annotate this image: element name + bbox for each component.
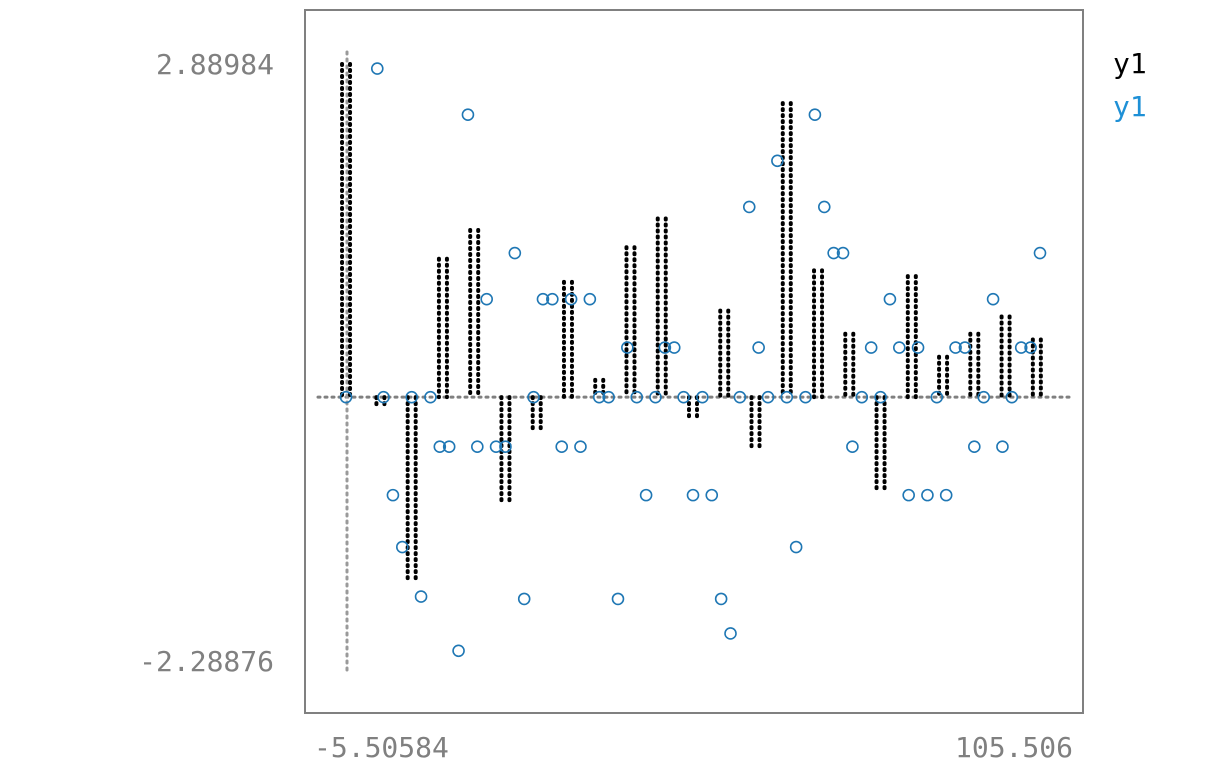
- y-tick-label: 2.88984: [155, 48, 274, 81]
- point: [809, 109, 820, 120]
- point: [791, 542, 802, 553]
- point: [372, 63, 383, 74]
- bar: [408, 397, 416, 581]
- point: [556, 441, 567, 452]
- bar: [752, 397, 760, 449]
- bar: [658, 218, 666, 397]
- point: [744, 201, 755, 212]
- point: [1035, 248, 1046, 259]
- bar: [1002, 316, 1010, 397]
- point: [481, 294, 492, 305]
- point: [866, 342, 877, 353]
- point: [753, 342, 764, 353]
- point: [453, 645, 464, 656]
- point: [847, 441, 858, 452]
- bar: [970, 334, 978, 397]
- bar: [595, 380, 603, 397]
- point: [819, 201, 830, 212]
- point: [725, 628, 736, 639]
- series-y1-black: [342, 64, 1041, 582]
- x-tick-label: -5.50584: [314, 731, 449, 764]
- point: [894, 342, 905, 353]
- bar: [908, 276, 916, 397]
- point: [772, 155, 783, 166]
- point: [462, 109, 473, 120]
- point: [472, 441, 483, 452]
- point: [884, 294, 895, 305]
- point: [612, 593, 623, 604]
- bar: [470, 230, 478, 397]
- bar: [783, 103, 791, 397]
- point: [997, 441, 1008, 452]
- point: [716, 593, 727, 604]
- bar: [689, 397, 697, 420]
- x-tick-label: 105.506: [954, 731, 1073, 764]
- point: [706, 490, 717, 501]
- bar: [814, 270, 822, 397]
- point: [641, 490, 652, 501]
- bar: [720, 311, 728, 397]
- bar: [877, 397, 885, 489]
- point: [416, 591, 427, 602]
- point: [922, 490, 933, 501]
- legend: [1113, 47, 1147, 123]
- axis-ticks: [139, 48, 1073, 764]
- bar: [845, 334, 853, 397]
- legend-entry: y1: [1113, 90, 1147, 123]
- bar: [501, 397, 509, 501]
- legend-entry: y1: [1113, 47, 1147, 80]
- bar: [439, 259, 447, 397]
- frame-bottom: [305, 688, 1083, 713]
- point: [519, 593, 530, 604]
- point: [941, 490, 952, 501]
- point: [969, 441, 980, 452]
- point: [903, 490, 914, 501]
- plot-frame: [305, 10, 1083, 713]
- point: [387, 490, 398, 501]
- point: [584, 294, 595, 305]
- point: [575, 441, 586, 452]
- frame-top: [305, 10, 1083, 35]
- point: [988, 294, 999, 305]
- point: [509, 248, 520, 259]
- y-tick-label: -2.28876: [139, 645, 274, 678]
- bar: [626, 247, 634, 397]
- bar: [939, 357, 947, 397]
- point: [687, 490, 698, 501]
